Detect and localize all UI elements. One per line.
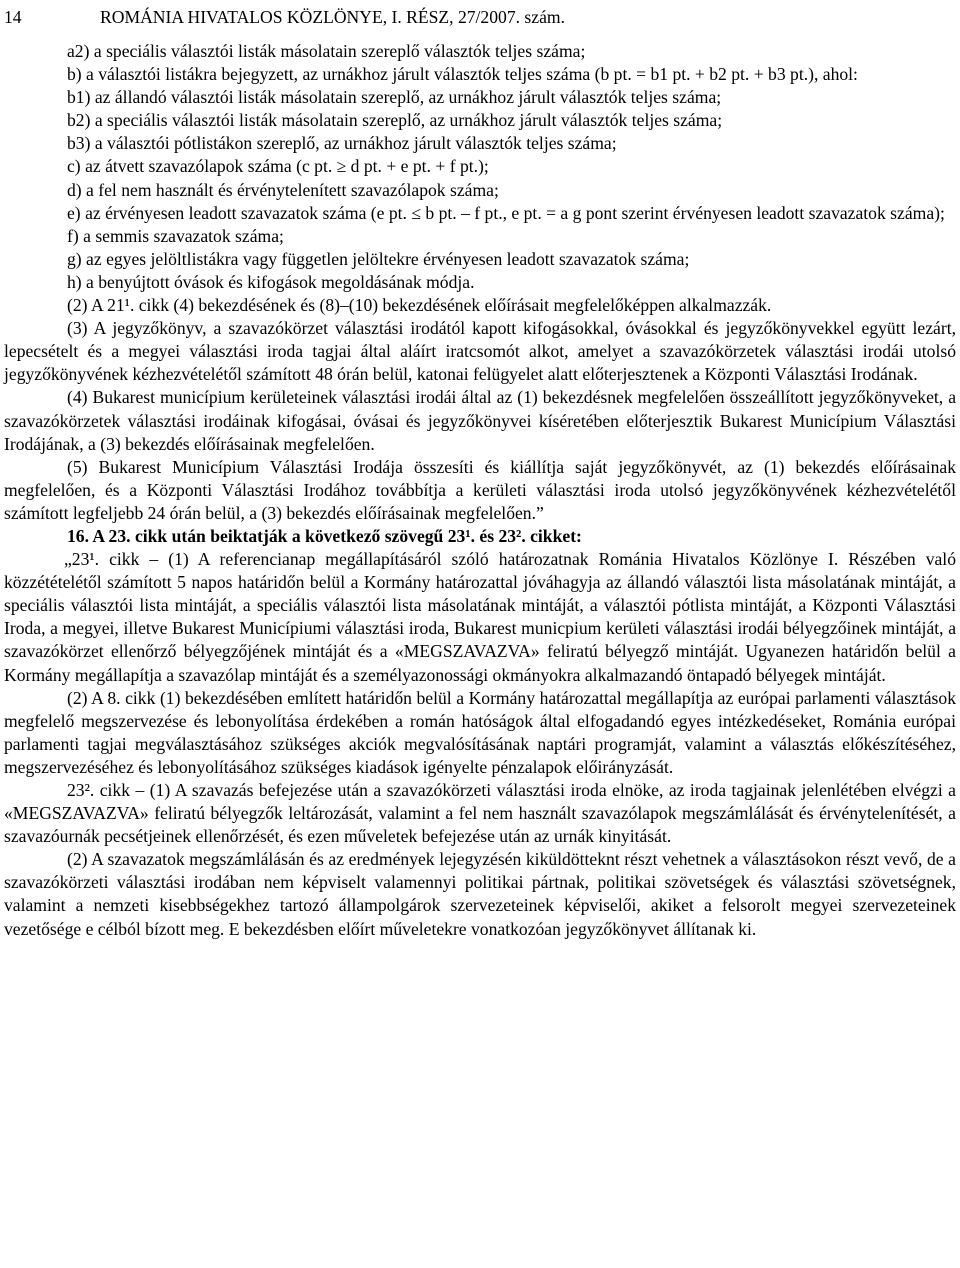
article-23-1-paragraph-2: (2) A 8. cikk (1) bekezdésében említett határidőn belül a Kormány határozattal megállapítja az európai parlamenti választások megfelelő megszervezése és lebonyolítása érdekében a román hatóságok által elfogadandó egyes intézkedéseket, Románia európai parlamenti tagjai megválasztásához szükséges akciók megvalósításának naptári programját, valamint a választás előkészítéséhez, megszervezéséhez és lebonyolításához szükséges kiadások igényelte pénzalapok előirányzását. bbox=[4, 687, 956, 777]
document-body bbox=[4, 40, 956, 941]
item-f: f) a semmis szavazatok száma; bbox=[67, 225, 284, 246]
document-page bbox=[4, 0, 956, 941]
paragraph-5: (5) Bukarest Municípium Választási Irodája összesíti és kiállítja saját jegyzőkönyvét, az (1) bekezdés előírásainak megfelelően, és a Központi Választási Irodához továbbítja a kerületi választási iroda utolsó jegyzőkönyvének kézhezvételétől számított legfeljebb 24 órán belül, a (3) bekezdés előírásainak megfelelően.” bbox=[4, 456, 956, 523]
article-23-2: 23². cikk – (1) A szavazás befejezése után a szavazókörzeti választási iroda elnöke, az iroda tagjainak jelenlétében elvégzi a «MEGSZAVAZVA» feliratú bélyegzők leltározását, valamint a fel nem használt szavazólapok megszámlálását és érvénytelenítését, a szavazóurnák pecsétjeinek ellenőrzését, és ezen műveletek befejezése után az urnák kinyitását. bbox=[4, 780, 956, 847]
item-b: b) a választói listákra bejegyzett, az urnákhoz járult választók teljes száma (b pt. = b1 pt. + b2 pt. + b3 pt.), ahol: bbox=[67, 64, 858, 85]
item-b2: b2) a speciális választói listák másolatain szereplő, az urnákhoz járult választók teljes száma; bbox=[67, 110, 723, 131]
page-header bbox=[4, 6, 956, 32]
article-23-1: „23¹. cikk – (1) A referencianap megállapításáról szóló határozatnak Románia Hivatalos Közlönye I. Részében való közzétételétől számított 5 napos határidőn belül a Kormány határozattal jóváhagyja az állandó választói lista másolatának mintáját, a speciális választói lista mintáját, a speciális választói lista másolatának mintáját, a választói pótlista mintáját, a Központi Választási Iroda, a megyei, illetve Bukarest Municípiumi választási iroda, Bukarest municpium kerületi választási irodái bélyegzőinek mintáját, a szavazókörzet ellenőrző bélyegzőjének mintáját és a «MEGSZAVAZVA» feliratú bélyegző mintáját. Ugyanezen határidőn belül a Kormány megállapítja a szavazólap mintáját és a személyazonossági okmányokra alkalmazandó öntapadó bélyegek mintáját. bbox=[4, 549, 956, 685]
item-b1: b1) az állandó választói listák másolatain szereplő, az urnákhoz járult választók teljes száma; bbox=[67, 87, 722, 108]
item-d: d) a fel nem használt és érvénytelenített szavazólapok száma; bbox=[67, 179, 499, 200]
item-h: h) a benyújtott óvások és kifogások megoldásának módja. bbox=[67, 271, 475, 292]
amendment-16: 16. A 23. cikk után beiktatják a következő szövegű 23¹. és 23². cikket: bbox=[67, 525, 582, 546]
item-c: c) az átvett szavazólapok száma (c pt. ≥ d pt. + e pt. + f pt.); bbox=[67, 156, 489, 177]
paragraph-4: (4) Bukarest municípium kerületeinek választási irodái által az (1) bekezdésnek megfelelően összeállított jegyzőkönyveket, a szavazókörzetek választási irodáinak kifogásai, óvásai és jegyzőkönyvei kíséretében előterjesztik Bukarest Municípium Választási Irodájának, a (3) bekezdés előírásainak megfelelően. bbox=[4, 387, 956, 454]
item-a2: a2) a speciális választói listák másolatain szereplő választók teljes száma; bbox=[67, 41, 586, 61]
article-23-2-paragraph-2: (2) A szavazatok megszámlálásán és az eredmények lejegyzésén kiküldötteknt részt vehetnek a választásokon részt vevő, de a szavazókörzeti választási irodában nem képviselt valamennyi politikai pártnak, politikai szövetségek és választási szövetségnek, valamint a nemzeti kisebbségekhez tartozó állampolgárok szervezeteinek képviselői, akiket a felsorolt megyei szervezeteinek vezetősége e célból bízott meg. E bekezdésben előírt műveletekre vonatkozóan jegyzőkönyvet állítanak ki. bbox=[4, 849, 956, 939]
gazette-title: ROMÁNIA HIVATALOS KÖZLÖNYE, I. RÉSZ, 27/2007. szám. bbox=[100, 7, 565, 27]
item-e: e) az érvényesen leadott szavazatok száma (e pt. ≤ b pt. – f pt., e pt. = a g pont szerint érvényesen leadott szavazatok száma); bbox=[67, 202, 945, 223]
page-number: 14 bbox=[4, 7, 22, 27]
item-b3: b3) a választói pótlistákon szereplő, az urnákhoz járult választók teljes száma; bbox=[67, 133, 617, 154]
paragraph-2: (2) A 21¹. cikk (4) bekezdésének és (8)–(10) bekezdésének előírásait megfelelőképpen alkalmazzák. bbox=[67, 295, 772, 316]
paragraph-3: (3) A jegyzőkönyv, a szavazókörzet választási irodától kapott kifogásokkal, óvásokkal és jegyzőkönyvekkel együtt lezárt, lepecsételt és a megyei választási iroda tagjai által aláírt iratcsomót alkot, amelyet a szavazókörzetek választási irodái utolsó jegyzőkönyvének kézhezvételétől számított 48 órán belül, katonai felügyelet alatt előterjesztenek a Központi Választási Irodának. bbox=[4, 318, 956, 385]
item-g: g) az egyes jelöltlistákra vagy független jelöltekre érvényesen leadott szavazatok száma; bbox=[67, 248, 690, 269]
